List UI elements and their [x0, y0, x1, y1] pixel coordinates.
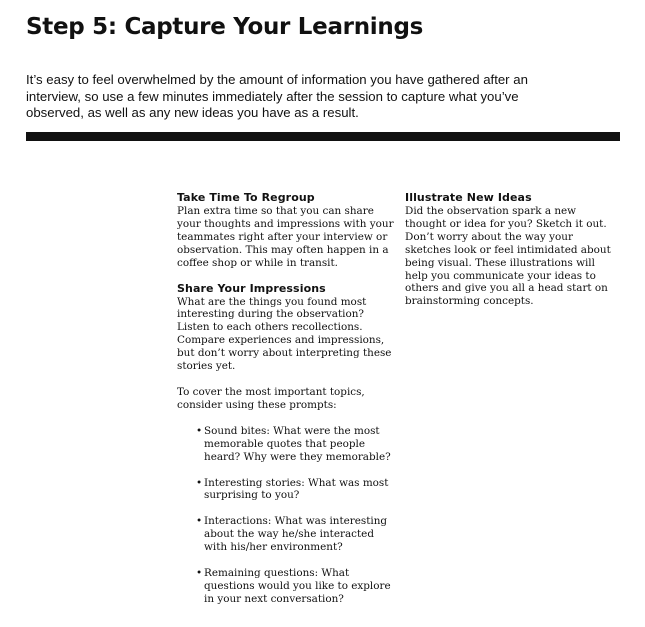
prompt-text: Interesting stories: What was most surprising to you? — [204, 476, 389, 502]
bullet-icon: • — [196, 515, 203, 528]
prompt-text: Sound bites: What were the most memorable quotes that people heard? Why were they memorable? — [204, 424, 391, 463]
intro-paragraph: It’s easy to feel overwhelmed by the amount of information you have gathered after an interview, so use a few minutes immediately after the session to capture what you’ve observed, as well as any new ideas you have as a result. — [26, 72, 528, 120]
bullet-icon: • — [196, 476, 203, 489]
list-item — [198, 515, 397, 554]
prompts-list — [177, 425, 397, 606]
impressions-heading: Share Your Impressions — [177, 281, 326, 295]
divider-rule — [26, 132, 620, 141]
left-column — [177, 191, 397, 619]
illustrate-body: Did the observation spark a new thought or idea for you? Sketch it out. Don’t worry about the way your sketches look or feel intimidated about being visual. These illustrations will help you communicate your ideas to others and give you all a head start on brainstorming concepts. — [405, 205, 611, 308]
illustrate-heading: Illustrate New Ideas — [405, 191, 532, 204]
impressions-body: What are the things you found most interesting during the observation? Listen to each others recollections. Compare experiences and impressions, but don’t worry about interpreting these stories yet. — [177, 295, 392, 373]
prompt-text: Remaining questions: What questions would you like to explore in your next conversation? — [204, 567, 391, 605]
list-item — [198, 425, 397, 464]
regroup-body: Plan extra time so that you can share your thoughts and impressions with your teammates right after your interview or observation. This may often happen in a coffee shop or while in transit. — [177, 205, 394, 269]
bullet-icon: • — [196, 424, 203, 437]
page-title: Step 5: Capture Your Learnings — [26, 14, 423, 40]
list-item — [198, 567, 397, 606]
prompt-text: Interactions: What was interesting about the way he/she interacted with his/her environment? — [204, 515, 388, 554]
prompts-intro: To cover the most important topics, consider using these prompts: — [177, 385, 365, 411]
regroup-heading: Take Time To Regroup — [177, 191, 315, 204]
list-item — [198, 477, 397, 503]
bullet-icon: • — [196, 567, 203, 580]
right-column — [405, 191, 620, 308]
